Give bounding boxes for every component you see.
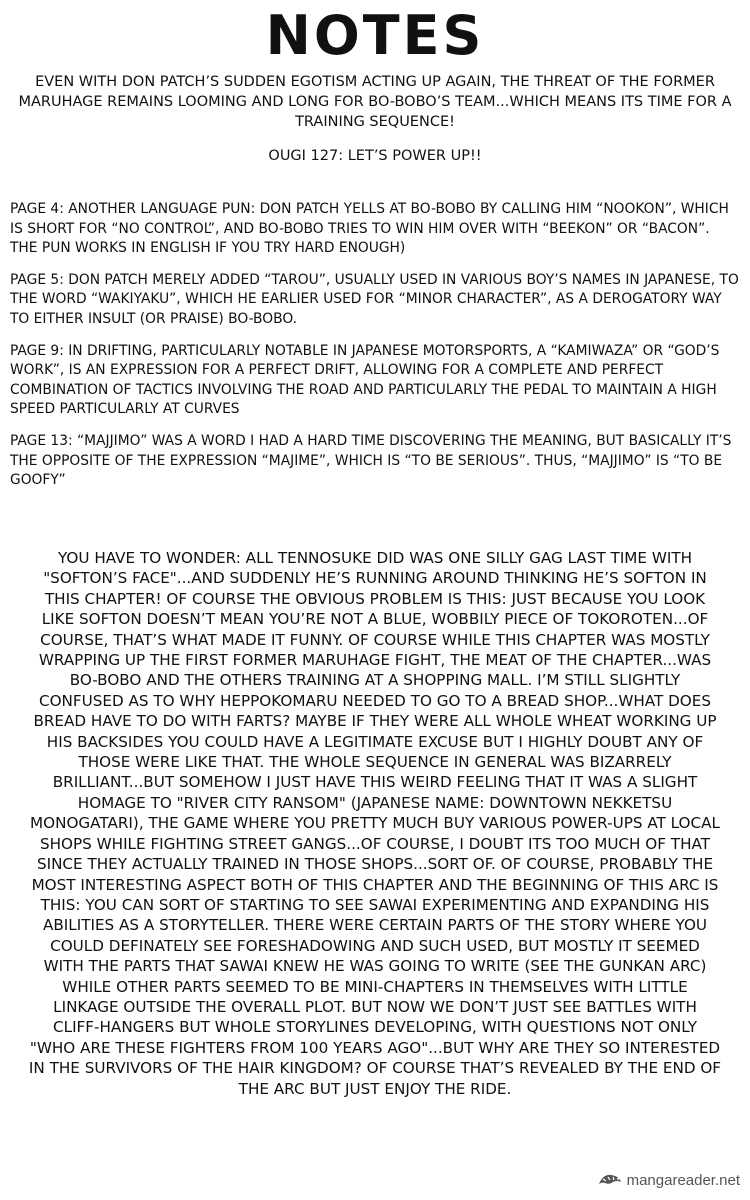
watermark-text: mangareader.net xyxy=(626,1171,740,1189)
page-note: PAGE 4: ANOTHER LANGUAGE PUN: DON PATCH YELLS AT BO-BOBO BY CALLING HIM “NOOKON”, WHICH IS SHORT FOR “NO CONTROL”, AND BO-BOBO TRIES TO WIN HIM OVER WITH “BEEKON” OR “BACON”. THE PUN WORKS IN ENGLISH IF YOU TRY HARD ENOUGH) xyxy=(10,201,729,257)
watermark xyxy=(597,1170,740,1190)
page-notes-list xyxy=(10,200,740,503)
page-note: PAGE 13: “MAJJIMO” WAS A WORD I HAD A HARD TIME DISCOVERING THE MEANING, BUT BASICALLY IT’S THE OPPOSITE OF THE EXPRESSION “MAJIME”, WHICH IS “TO BE SERIOUS”. THUS, “MAJJIMO” IS “TO BE GOOFY” xyxy=(10,432,732,489)
chapter-title: OUGI 127: LET’S POWER UP!! xyxy=(268,148,482,164)
page-note: PAGE 9: IN DRIFTING, PARTICULARLY NOTABLE IN JAPANESE MOTORSPORTS, A “KAMIWAZA” OR “GOD’S WORK”, IS AN EXPRESSION FOR A PERFECT DRIFT, ALLOWING FOR A COMPLETE AND PERFECT COMBINATION OF TACTICS INVOLVING THE ROAD AND PARTICULARLY THE PEDAL TO MAINTAIN A HIGH SPEED PARTICULARLY AT CURVES xyxy=(10,342,720,418)
intro-paragraph: EVEN WITH DON PATCH’S SUDDEN EGOTISM ACTING UP AGAIN, THE THREAT OF THE FORMER MARUHAGE REMAINS LOOMING AND LONG FOR BO-BOBO’S TEAM...WHICH MEANS ITS TIME FOR A TRAINING SEQUENCE! xyxy=(18,74,732,130)
page-note: PAGE 5: DON PATCH MERELY ADDED “TAROU”, USUALLY USED IN VARIOUS BOY’S NAMES IN JAPANESE, TO THE WORD “WAKIYAKU”, WHICH HE EARLIER USED FOR “MINOR CHARACTER”, AS A DEROGATORY WAY TO EITHER INSULT (OR PRAISE) BO-BOBO. xyxy=(10,271,739,327)
commentary-paragraph: YOU HAVE TO WONDER: ALL TENNOSUKE DID WAS ONE SILLY GAG LAST TIME WITH "SOFTON’S FACE"...AND SUDDENLY HE’S RUNNING AROUND THINKING HE’S SOFTON IN THIS CHAPTER! OF COURSE THE OBVIOUS PROBLEM IS THIS: JUST BECAUSE YOU LOOK LIKE SOFTON DOESN’T MEAN YOU’RE NOT A BLUE, WOBBILY PIECE OF TOKOROTEN...OF COURSE, THAT’S WHAT MADE IT FUNNY. OF COURSE WHILE THIS CHAPTER WAS MOSTLY WRAPPING UP THE FIRST FORMER MARUHAGE FIGHT, THE MEAT OF THE CHAPTER...WAS BO-BOBO AND THE OTHERS TRAINING AT A SHOPPING MALL. I’M STILL SLIGHTLY CONFUSED AS TO WHY HEPPOKOMARU NEEDED TO GO TO A BREAD SHOP...WHAT DOES BREAD HAVE TO DO WITH FARTS? MAYBE IF THEY WERE ALL WHOLE WHEAT WORKING UP HIS BACKSIDES YOU COULD HAVE A LEGITIMATE EXCUSE BUT I HIGHLY DOUBT ANY OF THOSE WERE LIKE THAT. THE WHOLE SEQUENCE IN GENERAL WAS BIZARRELY BRILLIANT...BUT SOMEHOW I JUST HAVE THIS WEIRD FEELING THAT IT WAS A SLIGHT HOMAGE TO "RIVER CITY RANSOM" (JAPANESE NAME: DOWNTOWN NEKKETSU MONOGATARI), THE GAME WHERE YOU PRETTY MUCH BUY VARIOUS POWER-UPS AT LOCAL SHOPS WHILE FIGHTING STREET GANGS...OF COURSE, I DOUBT ITS TOO MUCH OF THAT SINCE THEY ACTUALLY TRAINED IN THOSE SHOPS...SORT OF. OF COURSE, PROBABLY THE MOST INTERESTING ASPECT BOTH OF THIS CHAPTER AND THE BEGINNING OF THIS ARC IS THIS: YOU CAN SORT OF STARTING TO SEE SAWAI EXPERIMENTING AND EXPANDING HIS ABILITIES AS A STORYTELLER. THERE WERE CERTAIN PARTS OF THE STORY WHERE YOU COULD DEFINATELY SEE FORESHADOWING AND SUCH USED, BUT MOSTLY IT SEEMED WITH THE PARTS THAT SAWAI KNEW HE WAS GOING TO WRITE (SEE THE GUNKAN ARC) WHILE OTHER PARTS SEEMED TO BE MINI-CHAPTERS IN THEMSELVES WITH LITTLE LINKAGE OUTSIDE THE OVERALL PLOT. BUT NOW WE DON’T JUST SEE BATTLES WITH CLIFF-HANGERS BUT WHOLE STORYLINES DEVELOPING, WITH QUESTIONS NOT ONLY "WHO ARE THESE FIGHTERS FROM 100 YEARS AGO"...BUT WHY ARE THEY SO INTERESTED IN THE SURVIVORS OF THE HAIR KINGDOM? OF COURSE THAT’S REVEALED BY THE END OF THE ARC BUT JUST ENJOY THE RIDE. xyxy=(28,549,722,1098)
tiger-logo-icon xyxy=(597,1170,623,1190)
page-title: NOTES xyxy=(265,4,485,67)
